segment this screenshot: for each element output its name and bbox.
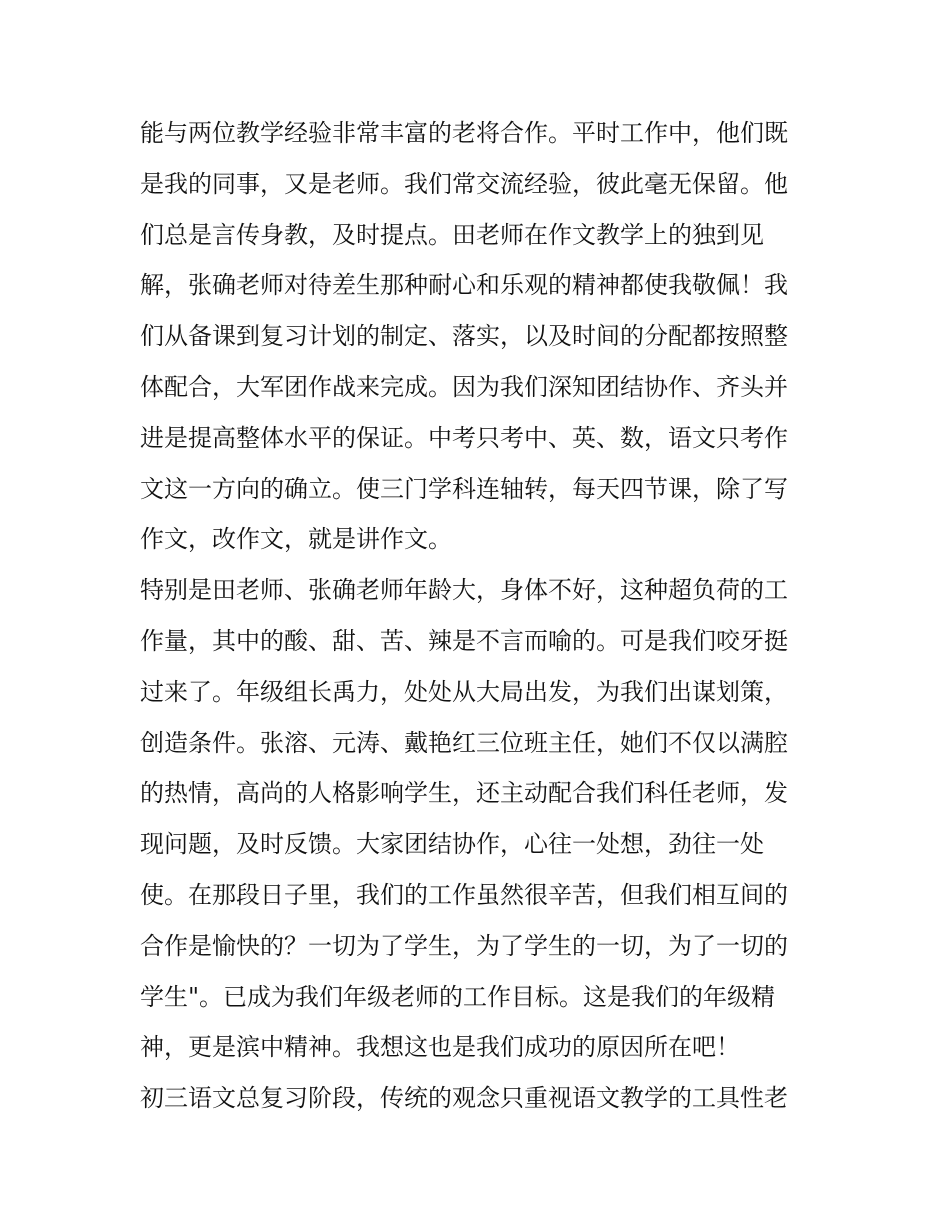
text-line: 初三语文总复习阶段，传统的观念只重视语文教学的工具性老: [140, 1084, 788, 1113]
text-line: 体配合，大军团作战来完成。因为我们深知团结协作、齐头并: [140, 372, 788, 401]
text-line: 是我的同事，又是老师。我们常交流经验，彼此毫无保留。他: [140, 169, 788, 198]
text-line: 作文，改作文，就是讲作文。: [140, 525, 452, 554]
text-line: 神，更是滨中精神。我想这也是我们成功的原因所在吧！: [140, 1033, 740, 1062]
text-line: 解，张确老师对待差生那种耐心和乐观的精神都使我敬佩！我: [140, 271, 788, 300]
text-line: 过来了。年级组长禹力，处处从大局出发，为我们出谋划策，: [140, 677, 788, 706]
text-line: 的热情，高尚的人格影响学生，还主动配合我们科任老师，发: [140, 779, 788, 808]
text-line: 文这一方向的确立。使三门学科连轴转，每天四节课，除了写: [140, 474, 788, 503]
text-line: 作量，其中的酸、甜、苦、辣是不言而喻的。可是我们咬牙挺: [140, 626, 788, 655]
text-line: 合作是愉快的？一切为了学生，为了学生的一切，为了一切的: [140, 931, 788, 960]
text-line: 学生"。已成为我们年级老师的工作目标。这是我们的年级精: [140, 982, 776, 1011]
text-line: 现问题，及时反馈。大家团结协作，心往一处想，劲往一处: [140, 830, 764, 859]
body-text: [140, 108, 830, 1124]
text-line: 们从备课到复习计划的制定、落实，以及时间的分配都按照整: [140, 322, 788, 351]
text-line: 们总是言传身教，及时提点。田老师在作文教学上的独到见: [140, 220, 764, 249]
text-line: 创造条件。张溶、元涛、戴艳红三位班主任，她们不仅以满腔: [140, 728, 788, 757]
text-line: 特别是田老师、张确老师年龄大，身体不好，这种超负荷的工: [140, 576, 788, 605]
text-line: 能与两位教学经验非常丰富的老将合作。平时工作中，他们既: [140, 119, 788, 147]
text-line: 使。在那段日子里，我们的工作虽然很辛苦，但我们相互间的: [140, 880, 788, 909]
text-line: 进是提高整体水平的保证。中考只考中、英、数，语文只考作: [140, 423, 788, 452]
